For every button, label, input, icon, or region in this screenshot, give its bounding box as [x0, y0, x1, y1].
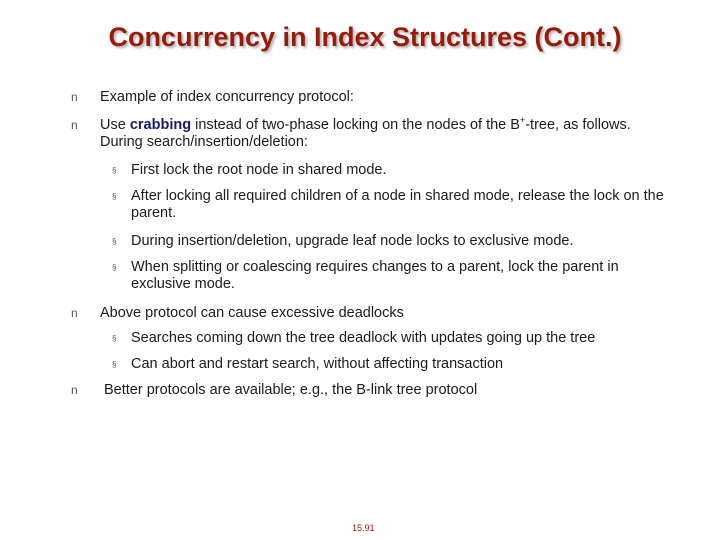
sub-bullet-marker: §: [112, 192, 117, 201]
bullet-text-segment: -tree, as follows. During search/insertion/deletion:: [100, 117, 631, 150]
sub-bullet-marker: §: [112, 166, 117, 175]
sub-bullet-text: Can abort and restart search, without affecting transaction: [131, 356, 504, 372]
bullet-marker: n: [71, 118, 78, 132]
sub-bullet-text: First lock the root node in shared mode.: [131, 162, 387, 178]
sub-bullet-marker: §: [112, 263, 117, 272]
sub-bullet-text: When splitting or coalescing requires changes to a parent, lock the parent in exclusive mode.: [131, 259, 619, 292]
sub-bullet-marker: §: [112, 237, 117, 246]
bullet-text: Example of index concurrency protocol:: [100, 89, 354, 105]
superscript: +: [519, 115, 526, 126]
bullet-text: Above protocol can cause excessive deadlocks: [100, 305, 404, 321]
sub-bullet-text: Searches coming down the tree deadlock with updates going up the tree: [131, 330, 596, 346]
bullet-text-segment: Use: [100, 117, 130, 133]
page-number: 15.91: [352, 523, 375, 533]
sub-bullet-text: After locking all required children of a node in shared mode, release the lock on the parent.: [131, 188, 664, 221]
bullet-marker: n: [71, 90, 78, 104]
bullet-marker: n: [71, 306, 78, 320]
bullet-text: Better protocols are available; e.g., the B-link tree protocol: [104, 382, 478, 398]
bullet-marker: n: [71, 383, 78, 397]
slide-title: Concurrency in Index Structures (Cont.): [108, 22, 622, 52]
sub-bullet-marker: §: [112, 334, 117, 343]
emphasis-term: crabbing: [129, 117, 192, 133]
sub-bullet-marker: §: [112, 360, 117, 369]
bullet-text-segment: instead of two-phase locking on the nodes of the B: [191, 117, 520, 133]
bullet-text: [100, 117, 640, 151]
sub-bullet-text: During insertion/deletion, upgrade leaf node locks to exclusive mode.: [131, 233, 574, 249]
